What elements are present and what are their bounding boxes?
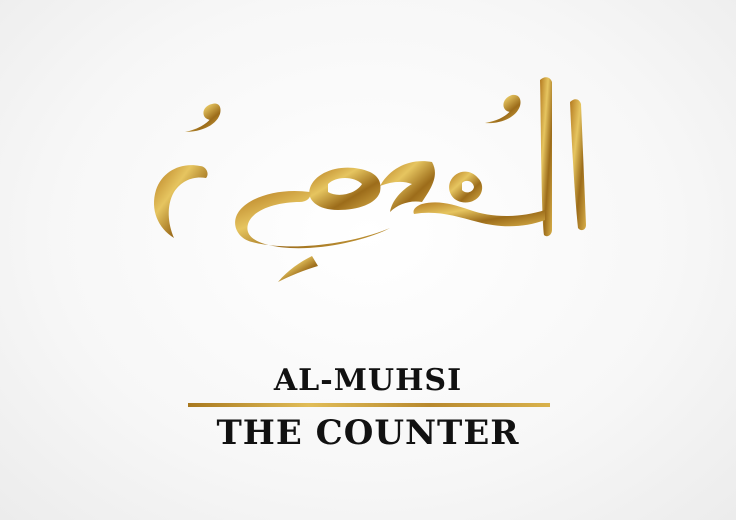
calligraphy-meem	[449, 172, 482, 203]
calligraphy-kasra	[278, 256, 318, 282]
calligraphy-saad	[309, 168, 380, 210]
calligraphy-damma-right	[485, 95, 521, 123]
calligraphy-lam	[570, 99, 586, 230]
transliterated-name: AL-MUHSI	[273, 363, 463, 398]
arabic-calligraphy-logo	[140, 60, 600, 290]
calligraphy-damma-left	[185, 103, 221, 132]
calligraphy-baseline	[413, 202, 545, 226]
english-meaning: THE COUNTER	[216, 413, 520, 453]
divider-line	[188, 403, 550, 407]
calligraphy-left-hook	[154, 165, 208, 238]
